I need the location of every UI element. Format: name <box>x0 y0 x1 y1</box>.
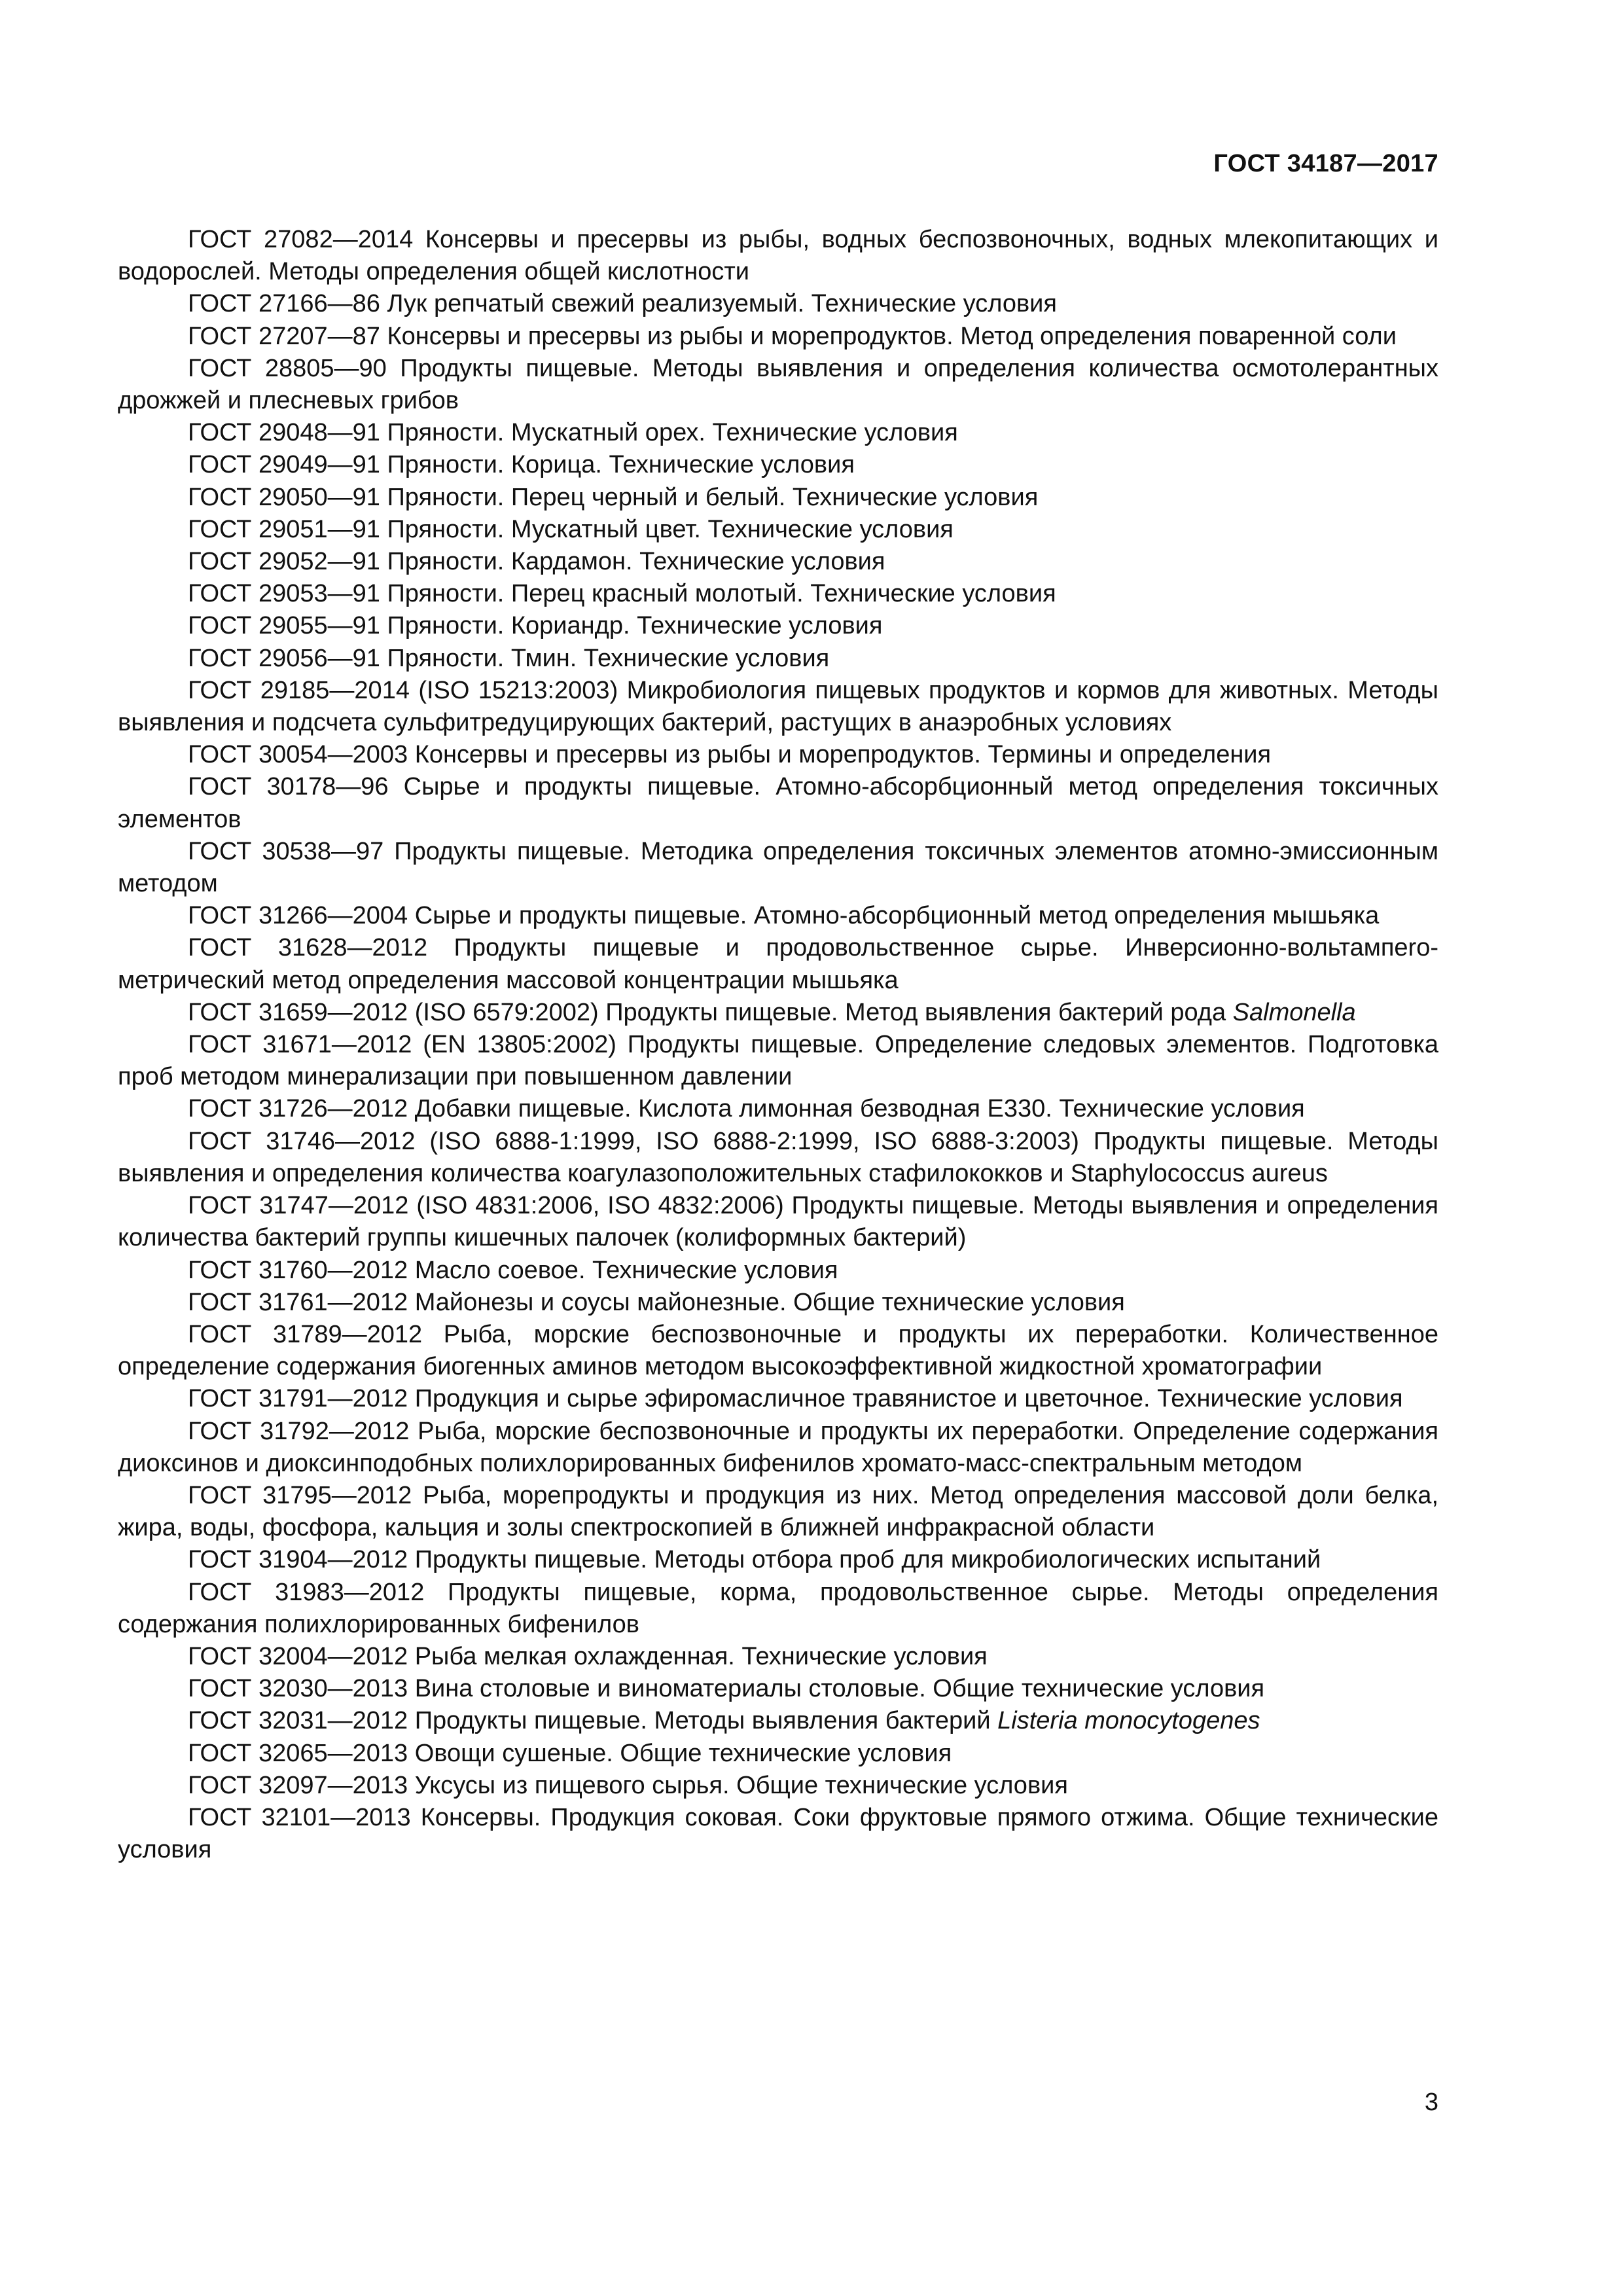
reference-text: ГОСТ 32030—2013 Вина столовые и виноматериалы столовые. Общие технические условия <box>188 1675 1265 1703</box>
reference-text: ГОСТ 30538—97 Продукты пищевые. Методика определения токсичных элементов атомно-эмиссионным методом <box>118 837 1438 898</box>
reference-entry <box>118 1255 1438 1287</box>
reference-text: ГОСТ 27207—87 Консервы и пресервы из рыбы и морепродуктов. Метод определения поваренной соли <box>188 322 1397 350</box>
reference-text: ГОСТ 29053—91 Пряности. Перец красный молотый. Технические условия <box>188 580 1056 608</box>
reference-text: ГОСТ 31628—2012 Продукты пищевые и продовольственное сырье. Инверсионно-вольтампeroметрический метод определения массовой концентрации мышьяка <box>118 934 1438 994</box>
reference-entry <box>118 610 1438 642</box>
reference-entry <box>118 1029 1438 1093</box>
reference-text: ГОСТ 31983—2012 Продукты пищевые, корма, продовольственное сырье. Методы определения содержания полихлорированных бифенилов <box>118 1578 1438 1638</box>
reference-text: ГОСТ 31795—2012 Рыба, морепродукты и продукция из них. Метод определения массовой доли белка, жира, воды, фосфора, кальция и золы спектроскопией в ближней инфракрасной области <box>118 1481 1438 1542</box>
reference-text: ГОСТ 27166—86 Лук репчатый свежий реализуемый. Технические условия <box>188 290 1057 318</box>
reference-text: ГОСТ 28805—90 Продукты пищевые. Методы выявления и определения количества осмотолерантных дрожжей и плесневых грибов <box>118 354 1438 415</box>
reference-entry <box>118 643 1438 675</box>
reference-entry <box>118 514 1438 546</box>
reference-text: ГОСТ 31266—2004 Сырье и продукты пищевые. Атомно-абсорбционный метод определения мышьяка <box>188 902 1380 930</box>
reference-entry <box>118 1190 1438 1254</box>
reference-text: ГОСТ 29051—91 Пряности. Мускатный цвет. Технические условия <box>188 515 954 543</box>
reference-entry <box>118 546 1438 578</box>
reference-text: ГОСТ 31726—2012 Добавки пищевые. Кислота лимонная безводная Е330. Технические условия <box>188 1095 1305 1123</box>
reference-entry <box>118 997 1438 1029</box>
reference-text: ГОСТ 31904—2012 Продукты пищевые. Методы отбора проб для микробиологических испытаний <box>188 1546 1321 1574</box>
reference-text: ГОСТ 31746—2012 (ISO 6888-1:1999, ISO 6888-2:1999, ISO 6888-3:2003) Продукты пищевые. Методы выявления и определения количества коагулазоположительных стафилококков и Staphylococcus aureus <box>118 1127 1438 1187</box>
reference-text: ГОСТ 32097—2013 Уксусы из пищевого сырья. Общие технические условия <box>188 1771 1068 1799</box>
reference-entry <box>118 288 1438 320</box>
standard-designation-header: ГОСТ 34187—2017 <box>1213 150 1438 177</box>
reference-entry <box>118 1416 1438 1480</box>
reference-entry <box>118 321 1438 353</box>
reference-text: ГОСТ 29048—91 Пряности. Мускатный орех. Технические условия <box>188 419 958 447</box>
reference-text: ГОСТ 31659—2012 (ISO 6579:2002) Продукты пищевые. Метод выявления бактерий рода <box>188 998 1233 1026</box>
reference-text: ГОСТ 32004—2012 Рыба мелкая охлажденная. Технические условия <box>188 1642 988 1670</box>
reference-entry <box>118 482 1438 514</box>
reference-entry <box>118 449 1438 481</box>
reference-text: ГОСТ 29050—91 Пряности. Перец черный и белый. Технические условия <box>188 483 1039 511</box>
reference-text: ГОСТ 29049—91 Пряности. Корица. Технические условия <box>188 451 855 479</box>
reference-entry <box>118 1480 1438 1544</box>
reference-entry <box>118 1738 1438 1770</box>
reference-entry <box>118 1641 1438 1673</box>
reference-text: ГОСТ 29052—91 Пряности. Кардамон. Технические условия <box>188 548 885 576</box>
reference-entry <box>118 739 1438 771</box>
reference-text: ГОСТ 31671—2012 (EN 13805:2002) Продукты пищевые. Определение следовых элементов. Подготовка проб методом минерализации при повышенном давлении <box>118 1031 1438 1091</box>
reference-entry <box>118 771 1438 835</box>
normative-references-list <box>118 224 1438 1866</box>
reference-entry <box>118 1126 1438 1190</box>
reference-entry <box>118 1802 1438 1866</box>
reference-entry <box>118 1705 1438 1737</box>
reference-entry <box>118 675 1438 739</box>
reference-text: ГОСТ 30054—2003 Консервы и пресервы из рыбы и морепродуктов. Термины и определения <box>188 741 1272 769</box>
reference-entry <box>118 417 1438 449</box>
reference-entry <box>118 1287 1438 1319</box>
reference-italic-term: Salmonella <box>1232 998 1356 1026</box>
reference-entry <box>118 932 1438 996</box>
reference-entry <box>118 1673 1438 1705</box>
reference-text: ГОСТ 32101—2013 Консервы. Продукция соковая. Соки фруктовые прямого отжима. Общие технические условия <box>118 1803 1438 1864</box>
reference-text: ГОСТ 32031—2012 Продукты пищевые. Методы выявления бактерий <box>188 1707 998 1735</box>
reference-text: ГОСТ 27082—2014 Консервы и пресервы из рыбы, водных беспозвоночных, водных млекопитающих и водорослей. Методы определения общей кислотности <box>118 226 1438 286</box>
reference-entry <box>118 578 1438 610</box>
reference-entry <box>118 1770 1438 1802</box>
reference-entry <box>118 1093 1438 1125</box>
reference-text: ГОСТ 31791—2012 Продукция и сырье эфиромасличное травянистое и цветочное. Технические условия <box>188 1385 1403 1413</box>
page-number: 3 <box>1424 2089 1438 2116</box>
reference-text: ГОСТ 29185—2014 (ISO 15213:2003) Микробиология пищевых продуктов и кормов для животных. Методы выявления и подсчета сульфитредуцирующих бактерий, растущих в анаэробных условиях <box>118 676 1438 737</box>
reference-text: ГОСТ 31747—2012 (ISO 4831:2006, ISO 4832:2006) Продукты пищевые. Методы выявления и определения количества бактерий группы кишечных палочек (колиформных бактерий) <box>118 1192 1438 1252</box>
reference-entry <box>118 1577 1438 1641</box>
reference-italic-term: Listeria monocytogenes <box>997 1707 1260 1735</box>
reference-text: ГОСТ 29056—91 Пряности. Тмин. Технические условия <box>188 644 830 672</box>
reference-text: ГОСТ 32065—2013 Овощи сушеные. Общие технические условия <box>188 1739 952 1767</box>
reference-entry <box>118 1544 1438 1576</box>
reference-entry <box>118 900 1438 932</box>
reference-entry <box>118 1383 1438 1415</box>
reference-text: ГОСТ 31792—2012 Рыба, морские беспозвоночные и продукты их переработки. Определение содержания диоксинов и диоксинподобных полихлорированных бифенилов хромато-масс-спектральным методом <box>118 1417 1438 1477</box>
reference-text: ГОСТ 31789—2012 Рыба, морские беспозвоночные и продукты их переработки. Количественное определение содержания биогенных аминов методом высокоэффективной жидкостной хроматографии <box>118 1320 1438 1381</box>
reference-entry <box>118 1319 1438 1383</box>
reference-text: ГОСТ 31761—2012 Майонезы и соусы майонезные. Общие технические условия <box>188 1288 1125 1316</box>
reference-entry <box>118 353 1438 417</box>
reference-entry <box>118 224 1438 288</box>
reference-text: ГОСТ 29055—91 Пряности. Кориандр. Технические условия <box>188 612 883 640</box>
reference-text: ГОСТ 31760—2012 Масло соевое. Технические условия <box>188 1256 838 1284</box>
reference-entry <box>118 836 1438 900</box>
reference-text: ГОСТ 30178—96 Сырье и продукты пищевые. Атомно-абсорбционный метод определения токсичных элементов <box>118 773 1438 833</box>
